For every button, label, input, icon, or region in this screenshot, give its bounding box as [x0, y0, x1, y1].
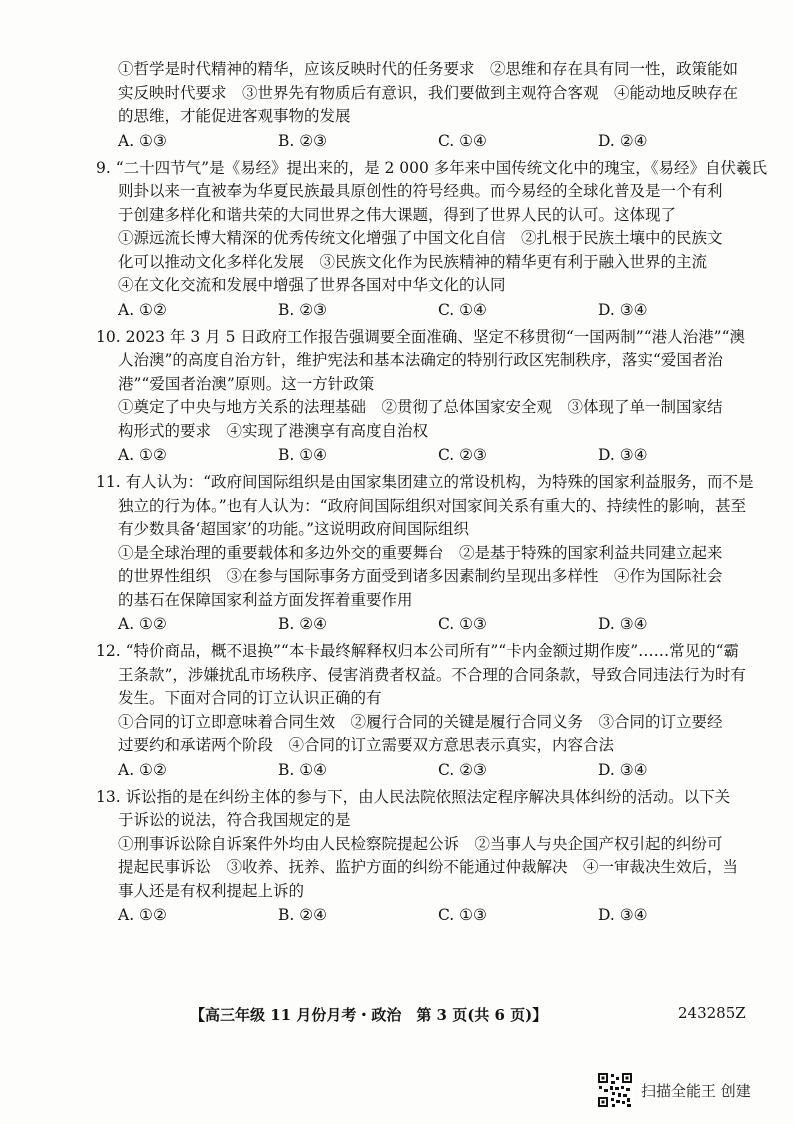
footer-paper-code: 243285Z	[678, 1004, 746, 1022]
question-text-line: ①奠定了中央与地方关系的法理基础 ②贯彻了总体国家安全观 ③体现了单一制国家结	[118, 398, 723, 416]
answer-option: D. ③④	[598, 446, 648, 464]
scanner-watermark	[597, 1072, 751, 1108]
answer-option: C. ①④	[438, 131, 487, 150]
question-text-line: ④在文化交流和发展中增强了世界各国对中华文化的认同	[118, 276, 506, 294]
question-text-line: ①哲学是时代精神的精华，应该反映时代的任务要求 ②思维和存在具有同一性，政策能如	[118, 60, 739, 78]
question-block	[96, 640, 768, 782]
question-text-line: 于创建多样化和谐共荣的大同世界之伟大课题，得到了世界人民的认可。这体现了	[118, 205, 677, 224]
answer-option: B. ①④	[278, 760, 328, 779]
question-text-line: 实反映时代要求 ③世界先有物质后有意识，我们要做到主观符合客观 ④能动地反映存在	[118, 83, 739, 102]
answer-option: A. ①②	[118, 446, 167, 464]
answer-option: A. ①②	[118, 615, 167, 633]
answer-option: D. ②④	[598, 131, 648, 150]
answer-option: D. ③④	[598, 906, 648, 924]
answer-option: A. ①②	[118, 300, 167, 319]
question-text-line: ①合同的订立即意味着合同生效 ②履行合同的关键是履行合同义务 ③合同的订立要经	[118, 712, 723, 731]
answer-options	[118, 612, 768, 636]
question-text-line: 发生。下面对合同的订立认识正确的有	[118, 689, 382, 707]
question-text-line: ①是全球治理的重要载体和多边外交的重要舞台 ②是基于特殊的国家利益共同建立起来	[118, 543, 723, 562]
question-text-line: 则卦以来一直被奉为华夏民族最具原创性的符号经典。而今易经的全球化普及是一个有利	[118, 182, 723, 200]
answer-option: C. ②③	[438, 760, 487, 779]
question-text-line: 提起民事诉讼 ③收养、抚养、监护方面的纠纷不能通过仲裁解决 ④一审裁决生效后，当	[118, 858, 739, 876]
question-block	[118, 58, 768, 153]
answer-option: B. ②③	[278, 300, 328, 319]
answer-option: C. ①③	[438, 906, 487, 924]
question-text-line: 过要约和承诺两个阶段 ④合同的订立需要双方意思表示真实，内容合法	[118, 736, 615, 754]
question-text-line: 的思维，才能促进客观事物的发展	[118, 107, 351, 125]
answer-option: A. ①②	[118, 760, 167, 779]
answer-option: D. ③④	[598, 300, 648, 319]
answer-option: A. ①③	[118, 131, 167, 150]
answer-option: B. ①④	[278, 446, 328, 464]
question-block	[96, 157, 768, 322]
answer-option: D. ③④	[598, 615, 648, 633]
question-block	[96, 786, 768, 928]
answer-options	[118, 903, 768, 927]
question-text-line: 化可以推动文化多样化发展 ③民族文化作为民族精神的精华更有利于融入世界的主流	[118, 252, 708, 271]
answer-option: A. ①②	[118, 906, 167, 924]
question-text-line: ①源远流长博大精深的优秀传统文化增强了中国文化自信 ②扎根于民族土壤中的民族文	[118, 229, 723, 247]
answer-option: B. ②③	[278, 131, 328, 150]
question-stem: 11. 有人认为：“政府间国际组织是由国家集团建立的常设机构，为特殊的国家利益服务，而不是	[96, 473, 754, 491]
question-block	[96, 326, 768, 468]
answer-options	[118, 298, 768, 322]
question-stem: 12. “特价商品，概不退换”“本卡最终解释权归本公司所有”“卡内金额过期作废”……常见的“霸	[96, 642, 740, 660]
question-text-line: 有少数具备‘超国家’的功能。”这说明政府间国际组织	[118, 520, 470, 538]
question-text-line: 港”“爱国者治澳”原则。这一方针政策	[118, 374, 375, 393]
footer-title: 【高三年级 11 月份月考・政治 第 3 页(共 6 页)】	[190, 1006, 548, 1024]
answer-options	[118, 129, 768, 153]
question-text-line: 独立的行为体。”也有人认为：“政府间国际组织对国家间关系有重大的、持续性的影响，甚至	[118, 496, 747, 515]
question-stem: 10. 2023 年 3 月 5 日政府工作报告强调要全面准确、坚定不移贯彻“一国两制”“港人治港”“澳	[96, 327, 746, 346]
question-text-line: 的基石在保障国家利益方面发挥着重要作用	[118, 590, 413, 609]
question-stem: 9. “二十四节气”是《易经》提出来的，是 2 000 多年来中国传统文化中的瑰宝，《易经》自伏羲氏	[96, 158, 768, 177]
question-text-line: ①刑事诉讼除自诉案件外均由人民检察院提起公诉 ②当事人与央企国产权引起的纠纷可	[118, 834, 723, 853]
question-text-line: 于诉讼的说法，符合我国规定的是	[118, 811, 351, 829]
question-text-line: 王条款”，涉嫌扰乱市场秩序、侵害消费者权益。不合理的合同条款，导致合同违法行为时有	[118, 665, 746, 684]
question-block	[96, 471, 768, 636]
answer-options	[118, 443, 768, 467]
question-stem: 13. 诉讼指的是在纠纷主体的参与下，由人民法院依照法定程序解决具体纠纷的活动。以下关	[96, 787, 731, 806]
question-text-line: 构形式的要求 ④实现了港澳享有高度自治权	[118, 421, 429, 440]
answer-option: C. ①④	[438, 300, 487, 319]
answer-option: B. ②④	[278, 906, 328, 924]
scanner-label: 扫描全能王 创建	[641, 1081, 751, 1100]
qr-code-icon	[597, 1072, 633, 1108]
question-text-line: 事人还是有权利提起上诉的	[118, 881, 305, 900]
answer-option: B. ②④	[278, 615, 328, 633]
answer-option: C. ②③	[438, 446, 487, 464]
answer-option: C. ①③	[438, 615, 487, 633]
question-text-line: 的世界性组织 ③在参与国际事务方面受到诸多因素制约呈现出多样性 ④作为国际社会	[118, 567, 723, 585]
answer-options	[118, 758, 768, 782]
question-list	[96, 58, 768, 931]
question-text-line: 人治澳”的高度自治方针，维护宪法和基本法确定的特别行政区宪制秩序，落实“爱国者治	[118, 351, 723, 369]
answer-option: D. ③④	[598, 760, 648, 779]
